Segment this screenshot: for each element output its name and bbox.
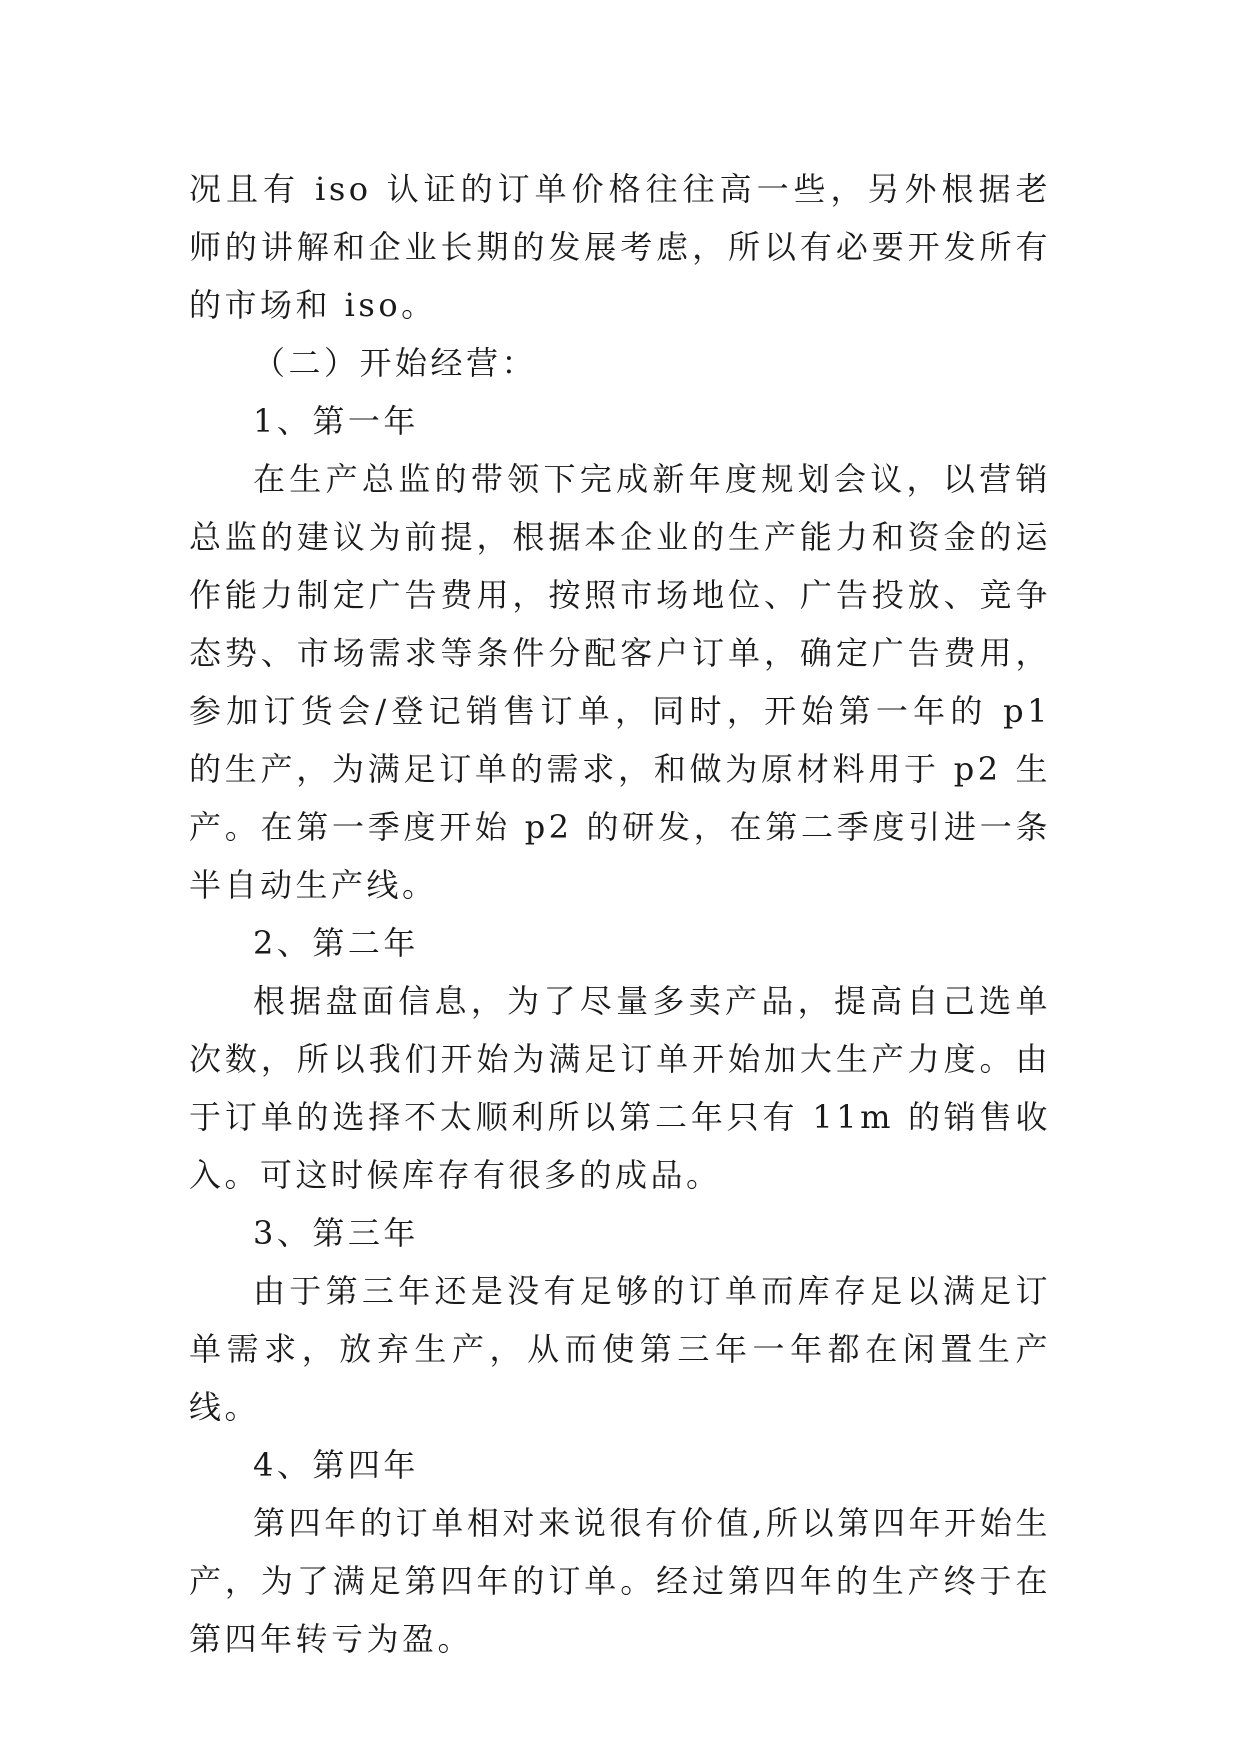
document-body	[189, 160, 1051, 1668]
paragraph-year-three: 由于第三年还是没有足够的订单而库存足以满足订单需求，放弃生产，从而使第三年一年都在闲置生产线。	[189, 1272, 1051, 1426]
paragraph-year-two: 根据盘面信息，为了尽量多卖产品，提高自己选单次数，所以我们开始为满足订单开始加大生产力度。由于订单的选择不太顺利所以第二年只有 11m 的销售收入。可这时候库存有很多的成品。	[189, 982, 1051, 1194]
paragraph-year-one: 在生产总监的带领下完成新年度规划会议，以营销总监的建议为前提，根据本企业的生产能力和资金的运作能力制定广告费用，按照市场地位、广告投放、竞争态势、市场需求等条件分配客户订单，确定广告费用，参加订货会/登记销售订单，同时，开始第一年的 p1 的生产，为满足订单的需求，和做为原材料用于 p2 生产。在第一季度开始 p2 的研发，在第二季度引进一条半自动生产线。	[189, 460, 1051, 904]
section-heading-start-operations: （二）开始经营：	[253, 344, 538, 382]
subheading-year-two: 2、第二年	[253, 924, 419, 962]
subheading-year-three: 3、第三年	[253, 1214, 419, 1252]
paragraph-continuation: 况且有 iso 认证的订单价格往往高一些，另外根据老师的讲解和企业长期的发展考虑，所以有必要开发所有的市场和 iso。	[189, 170, 1051, 324]
paragraph-year-four: 第四年的订单相对来说很有价值,所以第四年开始生产，为了满足第四年的订单。经过第四年的生产终于在第四年转亏为盈。	[189, 1504, 1051, 1658]
subheading-year-four: 4、第四年	[253, 1446, 419, 1484]
subheading-year-one: 1、第一年	[253, 402, 419, 440]
